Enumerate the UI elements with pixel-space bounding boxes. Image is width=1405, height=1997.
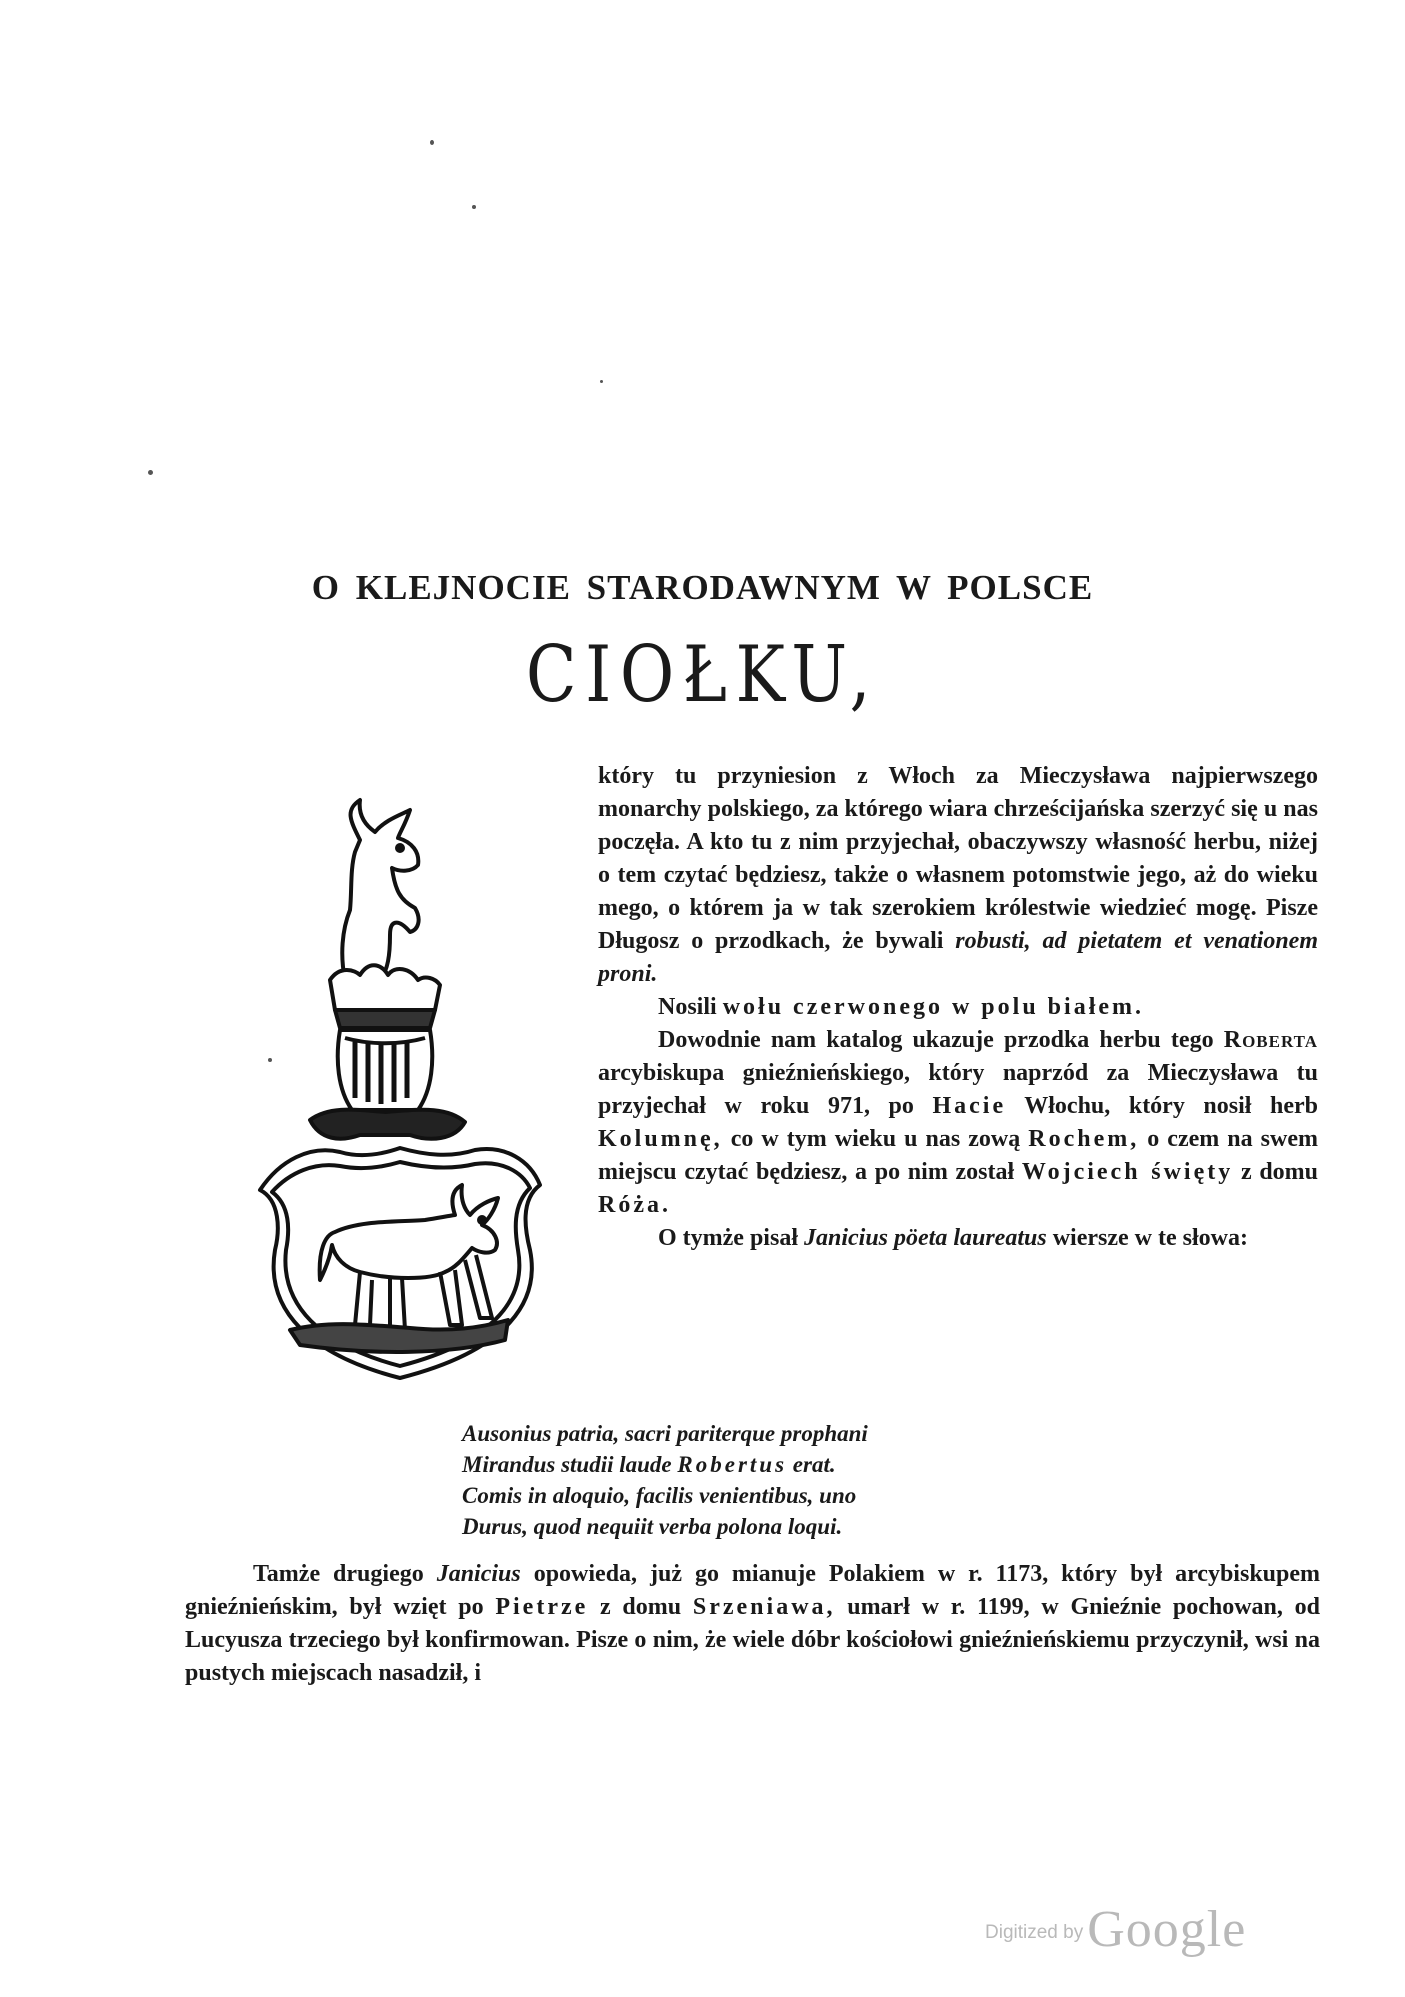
p3-kolumne: Kolumnę,	[598, 1126, 723, 1152]
p3-robert: Roberta	[1223, 1027, 1319, 1053]
verse-line-2	[462, 1449, 1082, 1480]
paragraph-1-latin: robusti, ad pietatem et venationem proni.	[598, 928, 1319, 987]
speck	[148, 470, 153, 475]
coat-of-arms-image	[250, 780, 550, 1380]
paragraph-1-text: który tu przyniesion z Włoch za Mieczysława najpierwszego monarchy polskiego, za którego wiara chrześcijańska szerzyć się u nas poczęła. A kto tu z nim przyjechał, obaczywszy własność herbu, niżej o tem czytać będziesz, także o własnem potomstwie jego, aż do wieku mego, o którem ja w tak szerokiem królestwie wiedzieć mogę. Pisze Długosz o przodkach, że bywali	[598, 763, 1318, 954]
p4-t2: wiersze w te słowa:	[1052, 1225, 1248, 1251]
p3-roza: Róża.	[598, 1192, 671, 1218]
paragraph-2-before: Nosili	[658, 994, 717, 1020]
p3-t3: Włochu, który nosił herb	[1024, 1093, 1319, 1119]
verse-line-4: Durus, quod nequiit verba polona loqui.	[462, 1514, 843, 1539]
speck	[472, 205, 476, 209]
verse-line-3: Comis in aloquio, facilis venientibus, uno	[462, 1483, 857, 1508]
paragraph-2-blazon: wołu czerwonego w polu białem.	[722, 994, 1144, 1020]
page-title: CIOŁKU,	[525, 630, 880, 720]
p5-janicius: Janicius	[436, 1561, 521, 1587]
verse-line-2a: Mirandus studii laude	[462, 1452, 672, 1477]
p3-t5: o czem na swem miejscu czytać będziesz, a po nim został	[598, 1126, 1318, 1185]
paragraph-4	[598, 1222, 1318, 1255]
verse-line-2b: Robertus	[677, 1452, 788, 1477]
paragraph-2	[598, 991, 1318, 1024]
bottom-paragraph	[185, 1558, 1320, 1690]
p5-t1: Tamże drugiego	[253, 1561, 424, 1587]
p3-hacie: Hacie	[932, 1093, 1007, 1119]
latin-verse	[462, 1418, 1082, 1542]
paragraph-3	[598, 1024, 1318, 1222]
p4-t1: O tymże pisał	[658, 1225, 798, 1251]
p4-poet: Janicius pöeta laureatus	[803, 1225, 1047, 1251]
p5-t2: opowieda, już go mianuje Polakiem w r. 1173, który był arcybiskupem gnieźnieńskim, był wzięt po	[185, 1561, 1321, 1620]
page-heading: O KLEJNOCIE STARODAWNYM W POLSCE	[311, 568, 1094, 607]
google-logo: Google	[1087, 1901, 1247, 1958]
p3-t4: co w tym wieku u nas zową	[730, 1126, 1021, 1152]
verse-line-2c: erat.	[792, 1452, 836, 1477]
p5-t3: z domu	[600, 1594, 682, 1620]
paragraph-1	[598, 760, 1318, 991]
verse-line-1: Ausonius patria, sacri pariterque prophani	[462, 1421, 868, 1446]
speck	[430, 140, 434, 145]
p5-t4: umarł w r. 1199, w Gnieźnie pochowan, od Lucyusza trzeciego był konfirmowan. Pisze o nim, że wiele dóbr kościołowi gnieźnieńskiemu przyczynił, wsi na pustych miejscach nasadził, i	[185, 1594, 1321, 1686]
intro-column	[598, 760, 1318, 1255]
paragraph-5	[185, 1558, 1320, 1690]
p3-t6: z domu	[1240, 1159, 1319, 1185]
digitized-watermark	[985, 1900, 1246, 1959]
p3-wojciech: Wojciech święty	[1021, 1159, 1234, 1185]
p5-pietrze: Pietrze	[495, 1594, 589, 1620]
p3-rochem: Rochem,	[1028, 1126, 1140, 1152]
speck	[600, 380, 603, 383]
p3-t1: Dowodnie nam katalog ukazuje przodka herbu tego	[658, 1027, 1214, 1053]
p3-t2: arcybiskupa gnieźnieńskiego, który naprzód za Mieczysława tu przyjechał w roku 971, po	[598, 1060, 1318, 1119]
digitized-by-text: Digitized by	[985, 1922, 1084, 1943]
p5-srzeniawa: Srzeniawa,	[692, 1594, 836, 1620]
